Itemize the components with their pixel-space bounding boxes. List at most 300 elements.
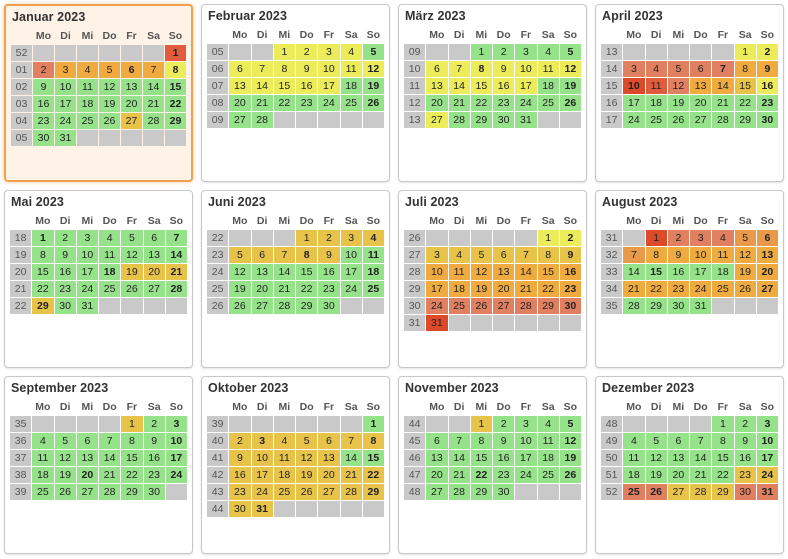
day-cell[interactable]: 4 — [712, 230, 733, 246]
day-cell[interactable]: 12 — [55, 450, 76, 466]
day-cell[interactable]: 23 — [560, 281, 581, 297]
month-card[interactable] — [398, 190, 587, 368]
day-cell[interactable]: 6 — [144, 230, 165, 246]
day-cell[interactable]: 27 — [318, 484, 339, 500]
day-cell[interactable]: 18 — [32, 467, 53, 483]
day-cell[interactable]: 6 — [229, 61, 250, 77]
day-cell[interactable]: 15 — [121, 450, 142, 466]
day-cell[interactable]: 9 — [668, 247, 689, 263]
day-cell[interactable]: 19 — [55, 467, 76, 483]
day-cell[interactable]: 10 — [77, 247, 98, 263]
day-cell[interactable]: 1 — [363, 416, 384, 432]
day-cell[interactable]: 18 — [538, 450, 559, 466]
day-cell[interactable]: 25 — [274, 484, 295, 500]
day-cell[interactable]: 30 — [318, 298, 339, 314]
day-cell[interactable]: 10 — [515, 61, 536, 77]
day-cell[interactable]: 6 — [690, 61, 711, 77]
day-cell[interactable]: 17 — [318, 78, 339, 94]
day-cell[interactable]: 17 — [623, 95, 644, 111]
day-cell[interactable]: 12 — [668, 78, 689, 94]
day-cell[interactable]: 1 — [274, 44, 295, 60]
day-cell[interactable]: 9 — [493, 433, 514, 449]
day-cell[interactable]: 11 — [341, 61, 362, 77]
day-cell[interactable]: 20 — [493, 281, 514, 297]
day-cell[interactable]: 30 — [668, 298, 689, 314]
day-cell[interactable]: 4 — [538, 416, 559, 432]
month-card[interactable] — [398, 4, 587, 182]
day-cell[interactable]: 20 — [757, 264, 778, 280]
day-cell[interactable]: 2 — [560, 230, 581, 246]
day-cell[interactable]: 11 — [712, 247, 733, 263]
day-cell[interactable]: 12 — [296, 450, 317, 466]
day-cell[interactable]: 2 — [493, 44, 514, 60]
day-cell[interactable]: 8 — [165, 62, 186, 78]
day-cell[interactable]: 3 — [318, 44, 339, 60]
day-cell[interactable]: 15 — [471, 450, 492, 466]
day-cell[interactable]: 1 — [735, 44, 756, 60]
day-cell[interactable]: 16 — [560, 264, 581, 280]
day-cell[interactable]: 7 — [623, 247, 644, 263]
day-cell[interactable]: 13 — [426, 450, 447, 466]
day-cell[interactable]: 3 — [690, 230, 711, 246]
day-cell[interactable]: 15 — [538, 264, 559, 280]
day-cell[interactable]: 27 — [757, 281, 778, 297]
day-cell[interactable]: 8 — [32, 247, 53, 263]
day-cell[interactable]: 2 — [144, 416, 165, 432]
day-cell[interactable]: 14 — [623, 264, 644, 280]
day-cell[interactable]: 16 — [318, 264, 339, 280]
day-cell[interactable]: 21 — [99, 467, 120, 483]
day-cell[interactable]: 10 — [252, 450, 273, 466]
day-cell[interactable]: 19 — [121, 264, 142, 280]
day-cell[interactable]: 17 — [252, 467, 273, 483]
day-cell[interactable]: 30 — [144, 484, 165, 500]
day-cell[interactable]: 23 — [668, 281, 689, 297]
day-cell[interactable]: 8 — [121, 433, 142, 449]
day-cell[interactable]: 10 — [55, 79, 76, 95]
day-cell[interactable]: 31 — [77, 298, 98, 314]
day-cell[interactable]: 7 — [252, 61, 273, 77]
day-cell[interactable]: 10 — [318, 61, 339, 77]
day-cell[interactable]: 4 — [77, 62, 98, 78]
day-cell[interactable]: 11 — [623, 450, 644, 466]
day-cell[interactable]: 25 — [449, 298, 470, 314]
day-cell[interactable]: 12 — [121, 247, 142, 263]
day-cell[interactable]: 3 — [515, 44, 536, 60]
day-cell[interactable]: 28 — [690, 484, 711, 500]
day-cell[interactable]: 2 — [668, 230, 689, 246]
day-cell[interactable]: 19 — [560, 78, 581, 94]
day-cell[interactable]: 17 — [426, 281, 447, 297]
day-cell[interactable]: 5 — [560, 44, 581, 60]
day-cell[interactable]: 6 — [121, 62, 142, 78]
day-cell[interactable]: 7 — [449, 61, 470, 77]
day-cell[interactable]: 24 — [55, 113, 76, 129]
day-cell[interactable]: 28 — [449, 112, 470, 128]
day-cell[interactable]: 6 — [493, 247, 514, 263]
day-cell[interactable]: 17 — [515, 450, 536, 466]
day-cell[interactable]: 22 — [471, 467, 492, 483]
day-cell[interactable]: 16 — [229, 467, 250, 483]
day-cell[interactable]: 2 — [757, 44, 778, 60]
day-cell[interactable]: 19 — [471, 281, 492, 297]
day-cell[interactable]: 31 — [252, 501, 273, 517]
day-cell[interactable]: 27 — [668, 484, 689, 500]
day-cell[interactable]: 11 — [538, 61, 559, 77]
day-cell[interactable]: 28 — [252, 112, 273, 128]
day-cell[interactable]: 17 — [341, 264, 362, 280]
day-cell[interactable]: 2 — [318, 230, 339, 246]
day-cell[interactable]: 23 — [55, 281, 76, 297]
day-cell[interactable]: 22 — [646, 281, 667, 297]
day-cell[interactable]: 6 — [318, 433, 339, 449]
day-cell[interactable]: 14 — [341, 450, 362, 466]
day-cell[interactable]: 4 — [538, 44, 559, 60]
day-cell[interactable]: 12 — [229, 264, 250, 280]
day-cell[interactable]: 8 — [274, 61, 295, 77]
day-cell[interactable]: 11 — [363, 247, 384, 263]
day-cell[interactable]: 3 — [757, 416, 778, 432]
day-cell[interactable]: 26 — [363, 95, 384, 111]
day-cell[interactable]: 22 — [32, 281, 53, 297]
day-cell[interactable]: 3 — [252, 433, 273, 449]
day-cell[interactable]: 13 — [757, 247, 778, 263]
day-cell[interactable]: 31 — [690, 298, 711, 314]
day-cell[interactable]: 5 — [99, 62, 120, 78]
day-cell[interactable]: 16 — [757, 78, 778, 94]
day-cell[interactable]: 29 — [712, 484, 733, 500]
month-card[interactable] — [201, 4, 390, 182]
day-cell[interactable]: 26 — [735, 281, 756, 297]
day-cell[interactable]: 21 — [341, 467, 362, 483]
day-cell[interactable]: 1 — [471, 416, 492, 432]
day-cell[interactable]: 18 — [646, 95, 667, 111]
day-cell[interactable]: 21 — [449, 95, 470, 111]
day-cell[interactable]: 29 — [32, 298, 53, 314]
day-cell[interactable]: 21 — [252, 95, 273, 111]
day-cell[interactable]: 16 — [55, 264, 76, 280]
day-cell[interactable]: 10 — [426, 264, 447, 280]
day-cell[interactable]: 27 — [426, 484, 447, 500]
day-cell[interactable]: 25 — [77, 113, 98, 129]
day-cell[interactable]: 13 — [229, 78, 250, 94]
day-cell[interactable]: 11 — [99, 247, 120, 263]
day-cell[interactable]: 15 — [32, 264, 53, 280]
day-cell[interactable]: 25 — [32, 484, 53, 500]
day-cell[interactable]: 25 — [623, 484, 644, 500]
month-card[interactable] — [595, 4, 784, 182]
day-cell[interactable]: 23 — [33, 113, 54, 129]
day-cell[interactable]: 13 — [77, 450, 98, 466]
month-card[interactable] — [398, 376, 587, 554]
day-cell[interactable]: 24 — [318, 95, 339, 111]
day-cell[interactable]: 7 — [143, 62, 164, 78]
day-cell[interactable]: 8 — [646, 247, 667, 263]
day-cell[interactable]: 28 — [515, 298, 536, 314]
day-cell[interactable]: 29 — [121, 484, 142, 500]
day-cell[interactable]: 25 — [538, 95, 559, 111]
day-cell[interactable]: 29 — [471, 484, 492, 500]
day-cell[interactable]: 5 — [55, 433, 76, 449]
day-cell[interactable]: 16 — [735, 450, 756, 466]
day-cell[interactable]: 16 — [493, 78, 514, 94]
day-cell[interactable]: 14 — [274, 264, 295, 280]
day-cell[interactable]: 7 — [690, 433, 711, 449]
day-cell[interactable]: 19 — [99, 96, 120, 112]
day-cell[interactable]: 20 — [77, 467, 98, 483]
day-cell[interactable]: 4 — [449, 247, 470, 263]
month-card[interactable] — [201, 190, 390, 368]
day-cell[interactable]: 22 — [165, 96, 186, 112]
day-cell[interactable]: 25 — [99, 281, 120, 297]
day-cell[interactable]: 24 — [77, 281, 98, 297]
day-cell[interactable]: 28 — [143, 113, 164, 129]
day-cell[interactable]: 4 — [274, 433, 295, 449]
day-cell[interactable]: 26 — [296, 484, 317, 500]
day-cell[interactable]: 9 — [560, 247, 581, 263]
day-cell[interactable]: 26 — [55, 484, 76, 500]
day-cell[interactable]: 28 — [341, 484, 362, 500]
day-cell[interactable]: 15 — [165, 79, 186, 95]
month-card[interactable] — [4, 376, 193, 554]
day-cell[interactable]: 27 — [229, 112, 250, 128]
day-cell[interactable]: 13 — [252, 264, 273, 280]
day-cell[interactable]: 7 — [712, 61, 733, 77]
day-cell[interactable]: 20 — [252, 281, 273, 297]
day-cell[interactable]: 28 — [449, 484, 470, 500]
day-cell[interactable]: 27 — [690, 112, 711, 128]
day-cell[interactable]: 8 — [471, 433, 492, 449]
day-cell[interactable]: 9 — [757, 61, 778, 77]
day-cell[interactable]: 14 — [449, 78, 470, 94]
day-cell[interactable]: 18 — [538, 78, 559, 94]
day-cell[interactable]: 1 — [471, 44, 492, 60]
day-cell[interactable]: 14 — [143, 79, 164, 95]
day-cell[interactable]: 1 — [121, 416, 142, 432]
day-cell[interactable]: 8 — [296, 247, 317, 263]
day-cell[interactable]: 4 — [623, 433, 644, 449]
day-cell[interactable]: 9 — [55, 247, 76, 263]
day-cell[interactable]: 6 — [77, 433, 98, 449]
day-cell[interactable]: 20 — [229, 95, 250, 111]
day-cell[interactable]: 20 — [426, 95, 447, 111]
day-cell[interactable]: 8 — [471, 61, 492, 77]
day-cell[interactable]: 12 — [735, 247, 756, 263]
day-cell[interactable]: 11 — [646, 78, 667, 94]
day-cell[interactable]: 12 — [646, 450, 667, 466]
day-cell[interactable]: 2 — [33, 62, 54, 78]
day-cell[interactable]: 28 — [623, 298, 644, 314]
day-cell[interactable]: 27 — [493, 298, 514, 314]
month-card[interactable] — [4, 190, 193, 368]
day-cell[interactable]: 21 — [712, 95, 733, 111]
day-cell[interactable]: 21 — [143, 96, 164, 112]
day-cell[interactable]: 7 — [341, 433, 362, 449]
day-cell[interactable]: 24 — [757, 467, 778, 483]
day-cell[interactable]: 27 — [426, 112, 447, 128]
day-cell[interactable]: 7 — [99, 433, 120, 449]
day-cell[interactable]: 21 — [690, 467, 711, 483]
day-cell[interactable]: 26 — [668, 112, 689, 128]
day-cell[interactable]: 14 — [252, 78, 273, 94]
day-cell[interactable]: 3 — [341, 230, 362, 246]
day-cell[interactable]: 1 — [712, 416, 733, 432]
day-cell[interactable]: 18 — [274, 467, 295, 483]
day-cell[interactable]: 16 — [668, 264, 689, 280]
day-cell[interactable]: 26 — [471, 298, 492, 314]
day-cell[interactable]: 19 — [363, 78, 384, 94]
day-cell[interactable]: 17 — [77, 264, 98, 280]
day-cell[interactable]: 12 — [560, 61, 581, 77]
day-cell[interactable]: 16 — [33, 96, 54, 112]
day-cell[interactable]: 31 — [55, 130, 76, 146]
day-cell[interactable]: 3 — [55, 62, 76, 78]
day-cell[interactable]: 7 — [515, 247, 536, 263]
day-cell[interactable]: 26 — [560, 467, 581, 483]
day-cell[interactable]: 22 — [296, 281, 317, 297]
day-cell[interactable]: 2 — [229, 433, 250, 449]
day-cell[interactable]: 15 — [646, 264, 667, 280]
day-cell[interactable]: 29 — [363, 484, 384, 500]
day-cell[interactable]: 5 — [560, 416, 581, 432]
day-cell[interactable]: 14 — [449, 450, 470, 466]
day-cell[interactable]: 23 — [735, 467, 756, 483]
day-cell[interactable]: 11 — [274, 450, 295, 466]
day-cell[interactable]: 24 — [341, 281, 362, 297]
day-cell[interactable]: 21 — [515, 281, 536, 297]
day-cell[interactable]: 1 — [32, 230, 53, 246]
day-cell[interactable]: 24 — [515, 95, 536, 111]
day-cell[interactable]: 20 — [668, 467, 689, 483]
day-cell[interactable]: 26 — [560, 95, 581, 111]
day-cell[interactable]: 14 — [99, 450, 120, 466]
day-cell[interactable]: 29 — [165, 113, 186, 129]
month-card[interactable] — [595, 190, 784, 368]
day-cell[interactable]: 17 — [690, 264, 711, 280]
day-cell[interactable]: 9 — [296, 61, 317, 77]
day-cell[interactable]: 3 — [426, 247, 447, 263]
day-cell[interactable]: 26 — [99, 113, 120, 129]
day-cell[interactable]: 22 — [363, 467, 384, 483]
day-cell[interactable]: 18 — [77, 96, 98, 112]
day-cell[interactable]: 15 — [296, 264, 317, 280]
day-cell[interactable]: 17 — [515, 78, 536, 94]
day-cell[interactable]: 31 — [515, 112, 536, 128]
day-cell[interactable]: 27 — [252, 298, 273, 314]
day-cell[interactable]: 23 — [144, 467, 165, 483]
day-cell[interactable]: 22 — [121, 467, 142, 483]
day-cell[interactable]: 31 — [757, 484, 778, 500]
day-cell[interactable]: 28 — [99, 484, 120, 500]
day-cell[interactable]: 12 — [560, 433, 581, 449]
day-cell[interactable]: 15 — [712, 450, 733, 466]
day-cell[interactable]: 23 — [757, 95, 778, 111]
day-cell[interactable]: 20 — [144, 264, 165, 280]
day-cell[interactable]: 14 — [712, 78, 733, 94]
day-cell[interactable]: 24 — [690, 281, 711, 297]
day-cell[interactable]: 22 — [538, 281, 559, 297]
day-cell[interactable]: 30 — [735, 484, 756, 500]
day-cell[interactable]: 21 — [274, 281, 295, 297]
day-cell[interactable]: 18 — [99, 264, 120, 280]
day-cell[interactable]: 3 — [77, 230, 98, 246]
day-cell[interactable]: 17 — [55, 96, 76, 112]
day-cell[interactable]: 6 — [757, 230, 778, 246]
month-card[interactable] — [4, 4, 193, 182]
day-cell[interactable]: 1 — [296, 230, 317, 246]
day-cell[interactable]: 13 — [144, 247, 165, 263]
day-cell[interactable]: 29 — [296, 298, 317, 314]
day-cell[interactable]: 19 — [229, 281, 250, 297]
day-cell[interactable]: 11 — [32, 450, 53, 466]
day-cell[interactable]: 19 — [560, 450, 581, 466]
day-cell[interactable]: 20 — [318, 467, 339, 483]
day-cell[interactable]: 30 — [757, 112, 778, 128]
day-cell[interactable]: 27 — [77, 484, 98, 500]
day-cell[interactable]: 21 — [623, 281, 644, 297]
day-cell[interactable]: 13 — [493, 264, 514, 280]
day-cell[interactable]: 15 — [735, 78, 756, 94]
day-cell[interactable]: 14 — [515, 264, 536, 280]
day-cell[interactable]: 23 — [296, 95, 317, 111]
day-cell[interactable]: 30 — [560, 298, 581, 314]
day-cell[interactable]: 7 — [166, 230, 187, 246]
day-cell[interactable]: 6 — [426, 61, 447, 77]
day-cell[interactable]: 13 — [426, 78, 447, 94]
day-cell[interactable]: 13 — [121, 79, 142, 95]
day-cell[interactable]: 4 — [32, 433, 53, 449]
day-cell[interactable]: 23 — [318, 281, 339, 297]
day-cell[interactable]: 10 — [341, 247, 362, 263]
day-cell[interactable]: 14 — [166, 247, 187, 263]
day-cell[interactable]: 28 — [274, 298, 295, 314]
day-cell[interactable]: 11 — [449, 264, 470, 280]
day-cell[interactable]: 29 — [646, 298, 667, 314]
day-cell[interactable]: 5 — [121, 230, 142, 246]
day-cell[interactable]: 18 — [449, 281, 470, 297]
day-cell[interactable]: 26 — [646, 484, 667, 500]
day-cell[interactable]: 1 — [538, 230, 559, 246]
day-cell[interactable]: 20 — [426, 467, 447, 483]
day-cell[interactable]: 13 — [690, 78, 711, 94]
day-cell[interactable]: 23 — [493, 95, 514, 111]
day-cell[interactable]: 3 — [515, 416, 536, 432]
day-cell[interactable]: 9 — [318, 247, 339, 263]
day-cell[interactable]: 11 — [77, 79, 98, 95]
day-cell[interactable]: 29 — [538, 298, 559, 314]
month-card[interactable] — [201, 376, 390, 554]
day-cell[interactable]: 5 — [296, 433, 317, 449]
day-cell[interactable]: 22 — [274, 95, 295, 111]
day-cell[interactable]: 9 — [33, 79, 54, 95]
day-cell[interactable]: 9 — [144, 433, 165, 449]
day-cell[interactable]: 16 — [144, 450, 165, 466]
day-cell[interactable]: 23 — [229, 484, 250, 500]
day-cell[interactable]: 18 — [363, 264, 384, 280]
day-cell[interactable]: 8 — [735, 61, 756, 77]
day-cell[interactable]: 9 — [735, 433, 756, 449]
day-cell[interactable]: 6 — [426, 433, 447, 449]
day-cell[interactable]: 25 — [646, 112, 667, 128]
day-cell[interactable]: 28 — [166, 281, 187, 297]
day-cell[interactable]: 28 — [712, 112, 733, 128]
day-cell[interactable]: 9 — [229, 450, 250, 466]
day-cell[interactable]: 31 — [426, 315, 447, 331]
day-cell[interactable]: 27 — [144, 281, 165, 297]
day-cell[interactable]: 11 — [538, 433, 559, 449]
day-cell[interactable]: 18 — [712, 264, 733, 280]
day-cell[interactable]: 6 — [252, 247, 273, 263]
